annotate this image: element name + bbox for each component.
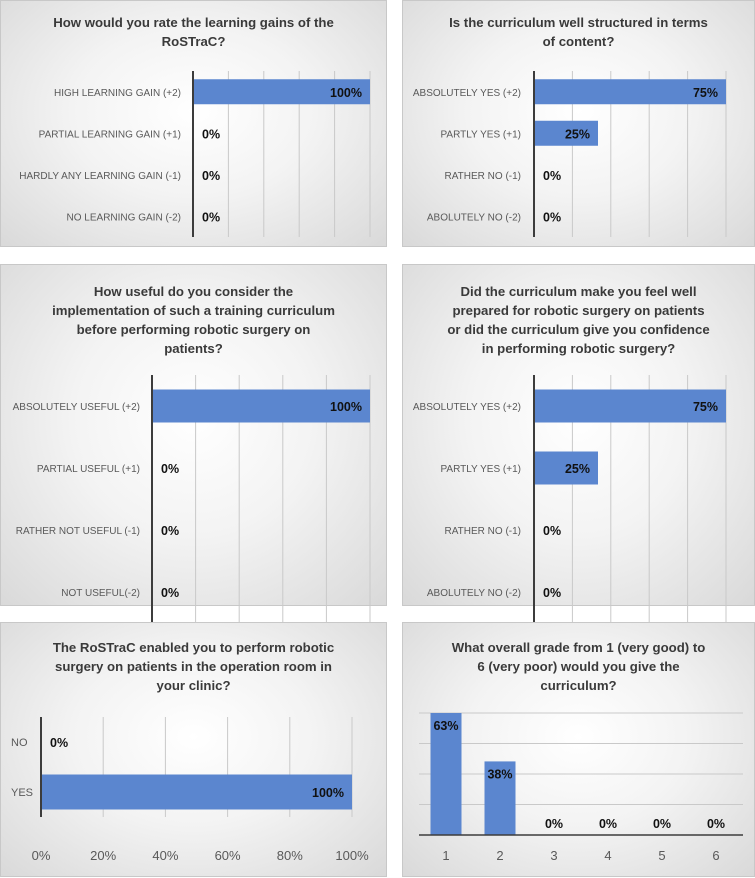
data-label: 0% <box>161 462 180 476</box>
data-label: 0% <box>543 524 562 538</box>
data-label: 25% <box>564 127 590 142</box>
data-label: 0% <box>543 210 562 225</box>
x-tick-label: 1 <box>442 848 450 863</box>
chart-plot <box>403 265 755 607</box>
chart-plot <box>403 623 755 878</box>
category-label: ABSOLUTELY YES (+2) <box>412 402 521 413</box>
data-label: 0% <box>706 817 726 831</box>
data-label: 100% <box>312 786 344 800</box>
chart-panel-overall-grade <box>402 622 755 877</box>
chart-title-line: How useful do you consider the <box>93 284 294 299</box>
chart-panel-preparedness <box>402 264 755 606</box>
category-label: NOT USEFUL(-2) <box>61 588 140 599</box>
chart-title-line: patients? <box>164 341 223 356</box>
data-label: 100% <box>330 85 362 100</box>
category-label: ABSOLUTELY YES (+2) <box>412 87 521 99</box>
x-tick-label: 40% <box>152 848 179 863</box>
chart-title-line: surgery on patients in the operation room in <box>55 659 332 674</box>
data-label: 75% <box>692 85 718 100</box>
chart-panel-usefulness <box>0 264 387 606</box>
category-label: PARTLY YES (+1) <box>440 129 521 141</box>
chart-title-line: before performing robotic surgery on <box>76 322 311 337</box>
x-tick-label: 60% <box>214 848 241 863</box>
data-label: 0% <box>202 168 221 183</box>
bar <box>41 775 352 810</box>
chart-panel-enabled-surgery <box>0 622 387 877</box>
chart-title-line: What overall grade from 1 (very good) to <box>451 640 706 655</box>
category-label: RATHER NO (-1) <box>444 526 521 537</box>
x-tick-label: 3 <box>550 848 558 863</box>
chart-panel-learning-gains <box>0 0 387 247</box>
category-label: YES <box>11 787 34 799</box>
category-label: PARTIAL USEFUL (+1) <box>36 464 140 475</box>
category-label: NO <box>11 737 28 749</box>
chart-title-line: Is the curriculum well structured in terms <box>449 15 708 30</box>
chart-title-line: How would you rate the learning gains of the <box>53 15 334 30</box>
category-label: ABSOLUTELY USEFUL (+2) <box>12 402 140 413</box>
category-label: ABOLUTELY NO (-2) <box>426 212 521 224</box>
chart-plot <box>1 1 388 248</box>
chart-title-line: of content? <box>542 34 615 49</box>
data-label: 0% <box>50 736 69 750</box>
data-label: 0% <box>543 168 562 183</box>
chart-title-line: in performing robotic surgery? <box>481 341 676 356</box>
category-label: PARTLY YES (+1) <box>440 464 521 475</box>
x-tick-label: 0% <box>31 848 51 863</box>
data-label: 0% <box>652 817 672 831</box>
chart-panel-curriculum-structure <box>402 0 755 247</box>
chart-title-line: or did the curriculum give you confidence <box>447 322 710 337</box>
data-label: 0% <box>202 127 221 142</box>
x-tick-label: 80% <box>276 848 303 863</box>
chart-plot <box>1 265 388 607</box>
x-tick-label: 4 <box>604 848 612 863</box>
chart-title-line: curriculum? <box>540 678 617 693</box>
category-label: RATHER NOT USEFUL (-1) <box>15 526 140 537</box>
x-tick-label: 2 <box>496 848 504 863</box>
data-label: 38% <box>487 767 513 782</box>
x-tick-label: 100% <box>335 848 369 863</box>
category-label: ABOLUTELY NO (-2) <box>426 588 521 599</box>
data-label: 75% <box>692 400 718 414</box>
data-label: 0% <box>544 817 564 831</box>
data-label: 0% <box>161 524 180 538</box>
data-label: 0% <box>598 817 618 831</box>
category-label: NO LEARNING GAIN (-2) <box>66 212 181 224</box>
chart-title-line: prepared for robotic surgery on patients <box>452 303 705 318</box>
x-tick-label: 6 <box>712 848 720 863</box>
data-label: 0% <box>161 586 180 600</box>
data-label: 0% <box>543 586 562 600</box>
chart-title-line: 6 (very poor) would you give the <box>477 659 680 674</box>
category-label: HIGH LEARNING GAIN (+2) <box>54 87 181 99</box>
x-tick-label: 20% <box>90 848 117 863</box>
chart-title-line: RoSTraC? <box>161 34 226 49</box>
x-tick-label: 5 <box>658 848 666 863</box>
data-label: 0% <box>202 210 221 225</box>
chart-plot <box>1 623 388 878</box>
category-label: RATHER NO (-1) <box>444 170 521 182</box>
category-label: PARTIAL LEARNING GAIN (+1) <box>38 129 181 141</box>
chart-title-line: your clinic? <box>156 678 231 693</box>
data-label: 100% <box>330 400 362 414</box>
data-label: 63% <box>433 719 459 733</box>
chart-title-line: Did the curriculum make you feel well <box>460 284 697 299</box>
chart-title-line: implementation of such a training curriculum <box>52 303 335 318</box>
category-label: HARDLY ANY LEARNING GAIN (-1) <box>19 170 181 182</box>
chart-plot <box>403 1 755 248</box>
data-label: 25% <box>564 462 590 476</box>
chart-title-line: The RoSTraC enabled you to perform robotic <box>52 640 335 655</box>
